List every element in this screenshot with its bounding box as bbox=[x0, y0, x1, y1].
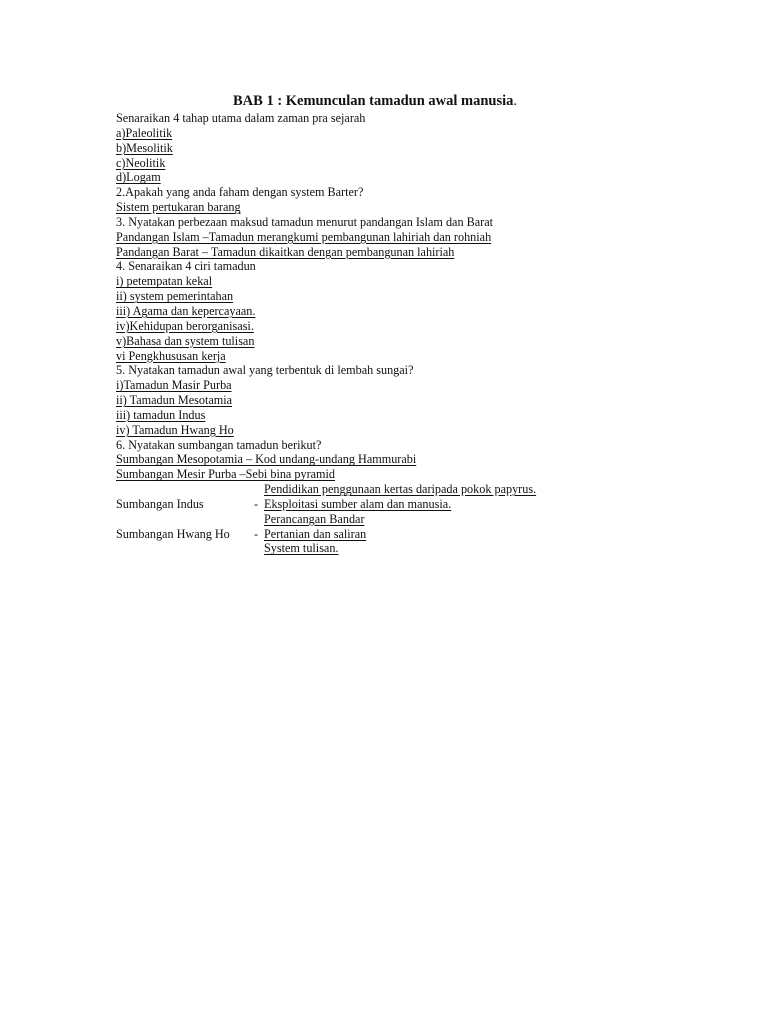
q3-answer-islam: Pandangan Islam –Tamadun merangkumi pembangunan lahiriah dan rohniah bbox=[116, 229, 492, 244]
q3-question: 3. Nyatakan perbezaan maksud tamadun menurut pandangan Islam dan Barat bbox=[116, 214, 493, 229]
q6-mesir: Sumbangan Mesir Purba –Sebi bina pyramid bbox=[116, 467, 336, 482]
q4-question: 4. Senaraikan 4 ciri tamadun bbox=[116, 259, 256, 274]
q6-hwangho-1: Pertanian dan saliran bbox=[264, 526, 367, 541]
title-period: . bbox=[513, 93, 518, 109]
q6-indus-1: Eksploitasi sumber alam dan manusia. bbox=[264, 496, 452, 511]
q6-hwangho-row bbox=[116, 527, 736, 542]
q2-question: 2.Apakah yang anda faham dengan system Barter? bbox=[116, 185, 364, 200]
q5-answer-1: i)Tamadun Masir Purba bbox=[116, 378, 232, 393]
q6-hwangho-label: Sumbangan Hwang Ho bbox=[116, 526, 230, 541]
q6-question: 6. Nyatakan sumbangan tamadun berikut? bbox=[116, 437, 322, 452]
q6-hwangho-dash: - bbox=[254, 526, 259, 541]
q1-answer-a: a)Paleolitik bbox=[116, 125, 173, 140]
q3-answer-barat: Pandangan Barat – Tamadun dikaitkan dengan pembangunan lahiriah bbox=[116, 244, 455, 259]
q6-mesir-cont: Pendidikan penggunaan kertas daripada pokok papyrus. bbox=[264, 482, 537, 497]
q4-answer-1: i) petempatan kekal bbox=[116, 274, 213, 289]
q6-hwangho-2: System tulisan. bbox=[264, 541, 339, 556]
q6-indus-2-row bbox=[116, 512, 736, 527]
q4-answer-6: vi Pengkhususan kerja bbox=[116, 348, 226, 363]
q4-answer-5: v)Bahasa dan system tulisan bbox=[116, 333, 255, 348]
q4-answer-3: iii) Agama dan kepercayaan. bbox=[116, 303, 256, 318]
document-body bbox=[116, 111, 736, 556]
page-title bbox=[233, 93, 517, 110]
q1-answer-c: c)Neolitik bbox=[116, 155, 166, 170]
q4-answer-2: ii) system pemerintahan bbox=[116, 289, 234, 304]
q6-mesir-cont-row bbox=[116, 482, 736, 497]
q1-question: Senaraikan 4 tahap utama dalam zaman pra sejarah bbox=[116, 111, 366, 125]
q5-answer-3: iii) tamadun Indus bbox=[116, 407, 206, 422]
q5-answer-4: iv) Tamadun Hwang Ho bbox=[116, 422, 234, 437]
q5-question: 5. Nyatakan tamadun awal yang terbentuk di lembah sungai? bbox=[116, 363, 414, 378]
q1-answer-d: d)Logam bbox=[116, 170, 161, 185]
q5-answer-2: ii) Tamadun Mesotamia bbox=[116, 393, 233, 408]
q6-indus-row bbox=[116, 497, 736, 512]
q1-answer-b: b)Mesolitik bbox=[116, 140, 173, 155]
q4-answer-4: iv)Kehidupan berorganisasi. bbox=[116, 318, 254, 333]
q6-indus-2: Perancangan Bandar bbox=[264, 511, 365, 526]
q2-answer: Sistem pertukaran barang bbox=[116, 200, 241, 215]
q6-hwangho-2-row bbox=[116, 541, 736, 556]
q6-indus-dash: - bbox=[254, 496, 259, 511]
title-text: BAB 1 : Kemunculan tamadun awal manusia bbox=[233, 93, 514, 109]
q6-mesopotamia: Sumbangan Mesopotamia – Kod undang-undang Hammurabi bbox=[116, 452, 417, 467]
q6-indus-label: Sumbangan Indus bbox=[116, 496, 204, 511]
